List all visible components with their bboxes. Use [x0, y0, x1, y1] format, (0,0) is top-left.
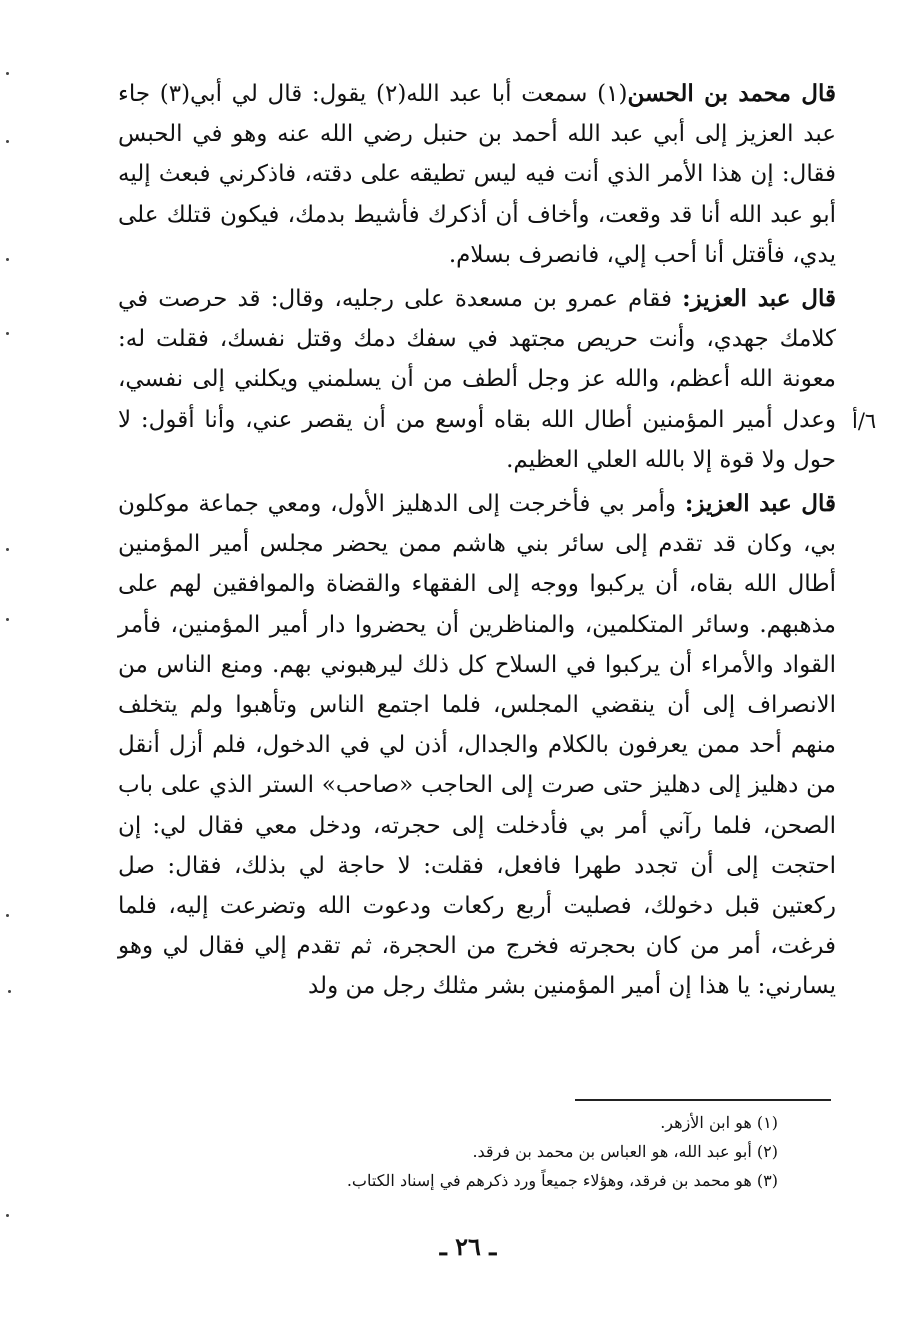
paragraph-3 [118, 484, 836, 1007]
manuscript-folio-reference: ٦/أ [852, 409, 877, 433]
scan-speck [6, 914, 9, 917]
scan-speck [6, 258, 9, 261]
scan-speck [6, 140, 9, 143]
paragraph-1-speaker: قال محمد بن الحسن [627, 80, 837, 107]
footnote-3: (٣) هو محمد بن فرقد، وهؤلاء جميعاً ورد ذكرهم في إسناد الكتاب. [346, 1171, 778, 1190]
scan-speck [6, 618, 9, 621]
paragraph-2-text: فقام عمرو بن مسعدة على رجليه، وقال: قد حرصت في كلامك جهدي، وأنت حريص مجتهد في سفك دمك وقتل نفسك، فقلت له: معونة الله أعظم، والله عز وجل ألطف من أن يسلمني ويكلني إلى نفسي، وعدل أمير المؤمنين أطال الله بقاه أوسع من أن يقصر عني، وأنا أقول: لا حول ولا قوة إلا بالله العلي العظيم. [118, 286, 836, 473]
scan-speck [6, 548, 9, 551]
scan-speck [6, 72, 9, 75]
main-text-block [118, 74, 836, 1007]
paragraph-3-text: وأمر بي فأخرجت إلى الدهليز الأول، ومعي جماعة موكلون بي، وكان قد تقدم إلى سائر بني هاشم ممن يحضر مجلس أمير المؤمنين أطال الله بقاه، أن يركبوا ووجه إلى الفقهاء والقضاة والموافقين لهم على مذهبهم. وسائر المتكلمين، والمناظرين أن يحضروا دار أمير المؤمنين، فأمر القواد والأمراء أن يركبوا في السلاح كل ذلك ليرهبوني بهم. ومنع الناس من الانصراف إلى أن ينقضي المجلس، فلما اجتمع الناس وتأهبوا ولم يتخلف منهم أحد ممن يعرفون بالكلام والجدال، أذن لي في الدخول، فلم أزل أنقل من دهليز إلى دهليز حتى صرت إلى الحاجب «صاحب» الستر الذي على باب الصحن، فلما رآني أمر بي فأدخلت إلى حجرته، ودخل معي فقال لي: إن احتجت إلى أن تجدد طهرا فافعل، فقلت: لا حاجة لي بذلك، فقال: صل ركعتين قبل دخولك، فصليت أربع ركعات ودعوت الله وتضرعت إليه، فلما فرغت، أمر من كان بحجرته فخرج من الحجرة، ثم تقدم إلي فقال لي وهو يسارني: يا هذا إن أمير المؤمنين بشر مثلك رجل من ولد [118, 491, 836, 1000]
scan-speck [6, 332, 9, 335]
paragraph-1-text: (١) سمعت أبا عبد الله(٢) يقول: قال لي أبي(٣) جاء عبد العزيز إلى أبي عبد الله أحمد بن حنبل رضي الله عنه وهو في الحبس فقال: إن هذا الأمر الذي أنت فيه ليس تطيقه على دقته، فاذكرني فبعث إليه أبو عبد الله أنا قد وقعت، وأخاف أن أذكرك فأشيط بدمك، فيكون قتلك على يدي، فأقتل أنا أحب إلي، فانصرف بسلام. [118, 81, 836, 268]
paragraph-2 [118, 279, 836, 480]
paragraph-1 [118, 74, 836, 275]
footnote-separator [575, 1099, 831, 1101]
footnotes [330, 1108, 778, 1195]
paragraph-3-speaker: قال عبد العزيز: [684, 490, 837, 518]
paragraph-2-speaker: قال عبد العزيز: [682, 285, 836, 313]
scan-speck [8, 990, 11, 993]
footnote-1: (١) هو ابن الأزهر. [660, 1113, 778, 1132]
footnote-2: (٢) أبو عبد الله، هو العباس بن محمد بن فرقد. [472, 1142, 778, 1161]
page-number: ـ ٢٦ ـ [439, 1232, 497, 1261]
scan-speck [6, 1214, 9, 1217]
